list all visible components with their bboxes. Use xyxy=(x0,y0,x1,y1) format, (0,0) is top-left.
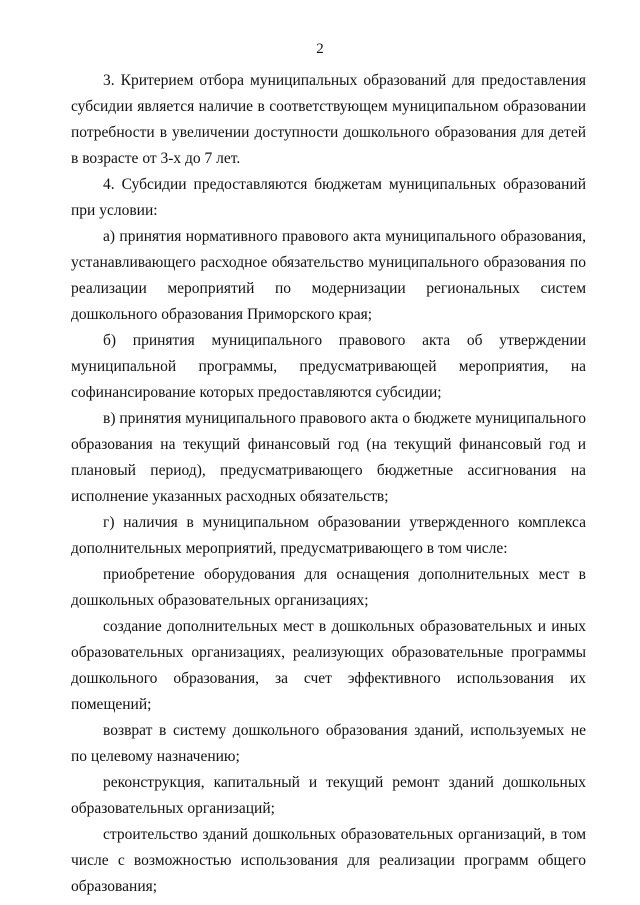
paragraph-measure-repair: реконструкция, капитальный и текущий ремонт зданий дошкольных образовательных организаций; xyxy=(71,774,586,817)
paragraph-measure-equipment: приобретение оборудования для оснащения дополнительных мест в дошкольных образовательных организациях; xyxy=(71,566,586,609)
paragraph-conditions: 4. Субсидии предоставляются бюджетам муниципальных образований при условии: xyxy=(71,176,586,219)
paragraph-criterion: 3. Критерием отбора муниципальных образований для предоставления субсидии является наличие в соответствующем муниципальном образовании потребности в увеличении доступности дошкольного образования для детей в возрасте от 3-х до 7 лет. xyxy=(71,72,586,167)
paragraph-condition-g: г) наличия в муниципальном образовании утвержденного комплекса дополнительных мероприятий, предусматривающего в том числе: xyxy=(71,514,586,557)
paragraph-condition-v: в) принятия муниципального правового акта о бюджете муниципального образования на текущий финансовый год (на текущий финансовый год и плановый период), предусматривающего бюджетные ассигнования на исполнение указанных расходных обязательств; xyxy=(71,410,586,505)
paragraph-measure-return-buildings: возврат в систему дошкольного образования зданий, используемых не по целевому назначению; xyxy=(71,722,586,765)
paragraph-measure-construction: строительство зданий дошкольных образовательных организаций, в том числе с возможностью использования для реализации программ общего образования; xyxy=(71,826,586,895)
page-number: 2 xyxy=(316,41,324,57)
document-body xyxy=(71,68,586,900)
paragraph-condition-b: б) принятия муниципального правового акта об утверждении муниципальной программы, предусматривающей мероприятия, на софинансирование которых предоставляются субсидии; xyxy=(71,332,586,401)
paragraph-measure-new-places: создание дополнительных мест в дошкольных образовательных и иных образовательных организациях, реализующих образовательные программы дошкольного образования, за счет эффективного использования их помещений; xyxy=(71,618,586,713)
paragraph-condition-a: а) принятия нормативного правового акта муниципального образования, устанавливающего расходное обязательство муниципального образования по реализации мероприятий по модернизации региональных систем дошкольного образования Приморского края; xyxy=(71,228,586,323)
